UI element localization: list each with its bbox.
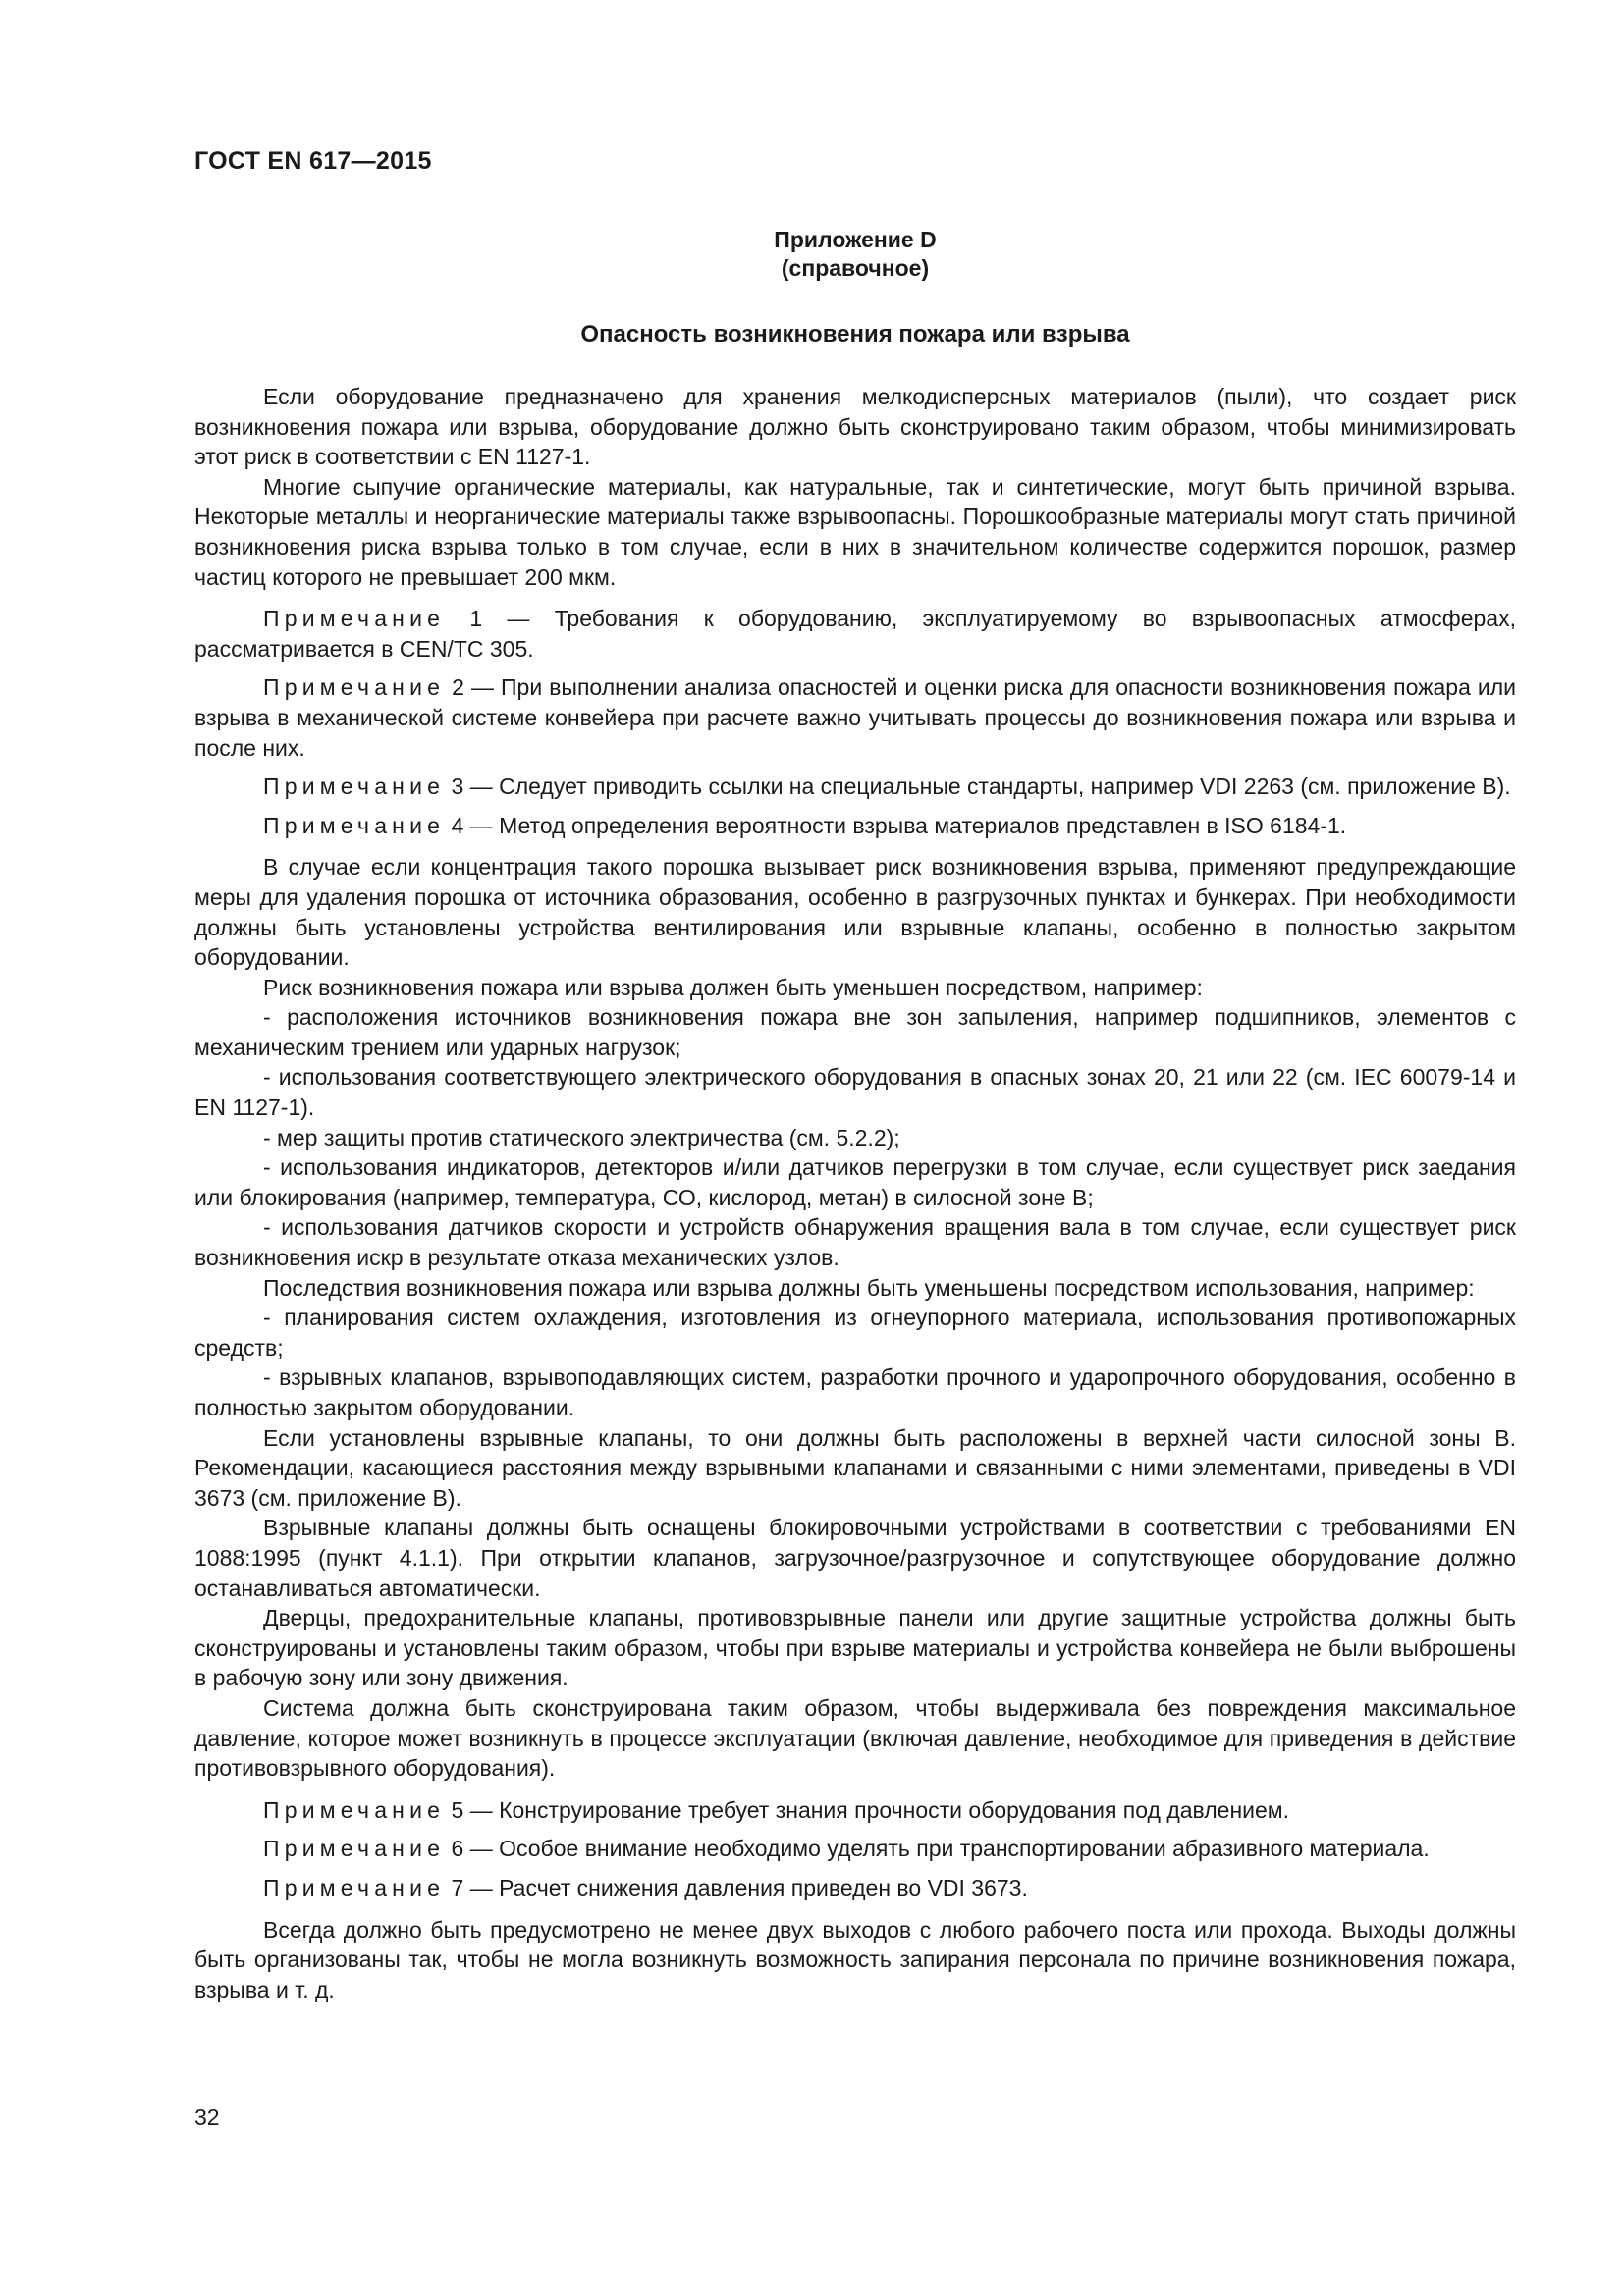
note — [194, 1873, 1516, 1903]
note-label: Примечание — [263, 1874, 446, 1900]
paragraph: В случае если концентрация такого порошка вызывает риск возникновения взрыва, применяют предупреждающие меры для удаления порошка от источника образования, особенно в разгрузочных пунктах и бункерах. При необходимости должны быть установлены устройства вентилирования или взрывные клапаны, особенно в полностью закрытом оборудовании. — [194, 854, 1516, 971]
note-label: Примечание — [263, 1796, 446, 1823]
section-title: Опасность возникновения пожара или взрыва — [580, 321, 1130, 347]
note — [194, 811, 1516, 841]
list-item: - использования соответствующего электрического оборудования в опасных зонах 20, 21 или 22 (см. IEC 60079-14 и EN 1127-1). — [194, 1064, 1516, 1121]
note — [194, 672, 1516, 763]
list-item: - взрывных клапанов, взрывоподавляющих систем, разработки прочного и ударопрочного оборудования, особенно в полностью закрытом оборудовании. — [194, 1364, 1516, 1420]
note-label: Примечание — [263, 674, 446, 701]
note-text: 2 — При выполнении анализа опасностей и оценки риска для опасности возникновения пожара или взрыва в механической системе конвейера при расчете важно учитывать процессы до возникновения пожара или взрыва и после них. — [194, 674, 1516, 761]
list-item: - использования индикаторов, детекторов и/или датчиков перегрузки в том случае, если существует риск заедания или блокирования (например, температура, СО, кислород, метан) в силосной зоне В; — [194, 1154, 1516, 1210]
note-text: 3 — Следует приводить ссылки на специальные стандарты, например VDI 2263 (см. приложение В). — [451, 774, 1511, 800]
note — [194, 1795, 1516, 1826]
paragraph: Многие сыпучие органические материалы, как натуральные, так и синтетические, могут быть причиной взрыва. Некоторые металлы и неорганические материалы также взрывоопасны. Порошкообразные материалы могут стать причиной возникновения риска взрыва только в том случае, если в них в значительном количестве содержится порошок, размер частиц которого не превышает 200 мкм. — [194, 473, 1516, 590]
annex-type: (справочное) — [781, 255, 930, 281]
note-label: Примечание — [263, 606, 446, 632]
paragraph: Риск возникновения пожара или взрыва должен быть уменьшен посредством, например: — [263, 974, 1203, 1000]
note-text: 5 — Конструирование требует знания прочности оборудования под давлением. — [451, 1796, 1290, 1823]
note-text: 4 — Метод определения вероятности взрыва материалов представлен в ISO 6184-1. — [451, 812, 1347, 838]
annex-title: Приложение D — [774, 227, 937, 252]
note-text: 1 — Требования к оборудованию, эксплуатируемому во взрывоопасных атмосферах, рассматривается в CEN/TC 305. — [194, 606, 1516, 662]
page-number: 32 — [194, 2105, 220, 2130]
document-code: ГОСТ EN 617—2015 — [194, 147, 432, 175]
list-item: - расположения источников возникновения пожара вне зон запыления, например подшипников, элементов с механическим трением или ударных нагрузок; — [194, 1004, 1516, 1060]
note-text: 6 — Особое внимание необходимо уделять при транспортировании абразивного материала. — [451, 1836, 1430, 1862]
paragraph: Система должна быть сконструирована таким образом, чтобы выдерживала без повреждения максимальное давление, которое может возникнуть в процессе эксплуатации (включая давление, необходимое для приведения в действие противовзрывного оборудования). — [194, 1694, 1516, 1782]
note-text: 7 — Расчет снижения давления приведен во VDI 3673. — [451, 1874, 1028, 1900]
note — [194, 604, 1516, 664]
paragraph: Если оборудование предназначено для хранения мелкодисперсных материалов (пыли), что создает риск возникновения пожара или взрыва, оборудование должно быть сконструировано таким образом, чтобы минимизировать этот риск в соответствии с EN 1127-1. — [194, 384, 1516, 470]
note — [194, 772, 1516, 802]
note-label: Примечание — [263, 1836, 446, 1862]
paragraph: Всегда должно быть предусмотрено не менее двух выходов с любого рабочего поста или прохода. Выходы должны быть организованы так, чтобы не могла возникнуть возможность запирания персонала по причине возникновения пожара, взрыва и т. д. — [194, 1916, 1516, 2002]
note-label: Примечание — [263, 774, 446, 800]
note-label: Примечание — [263, 812, 446, 838]
list-item: - мер защиты против статического электричества (см. 5.2.2); — [263, 1124, 900, 1150]
annex-heading — [194, 226, 1516, 283]
note — [194, 1834, 1516, 1864]
list-item: - планирования систем охлаждения, изготовления из огнеупорного материала, использования противопожарных средств; — [194, 1305, 1516, 1361]
paragraph: Взрывные клапаны должны быть оснащены блокировочными устройствами в соответствии с требованиями EN 1088:1995 (пункт 4.1.1). При открытии клапанов, загрузочное/разгрузочное и сопутствующее оборудование должно останавливаться автоматически. — [194, 1515, 1516, 1601]
paragraph: Если установлены взрывные клапаны, то они должны быть расположены в верхней части силосной зоны В. Рекомендации, касающиеся расстояния между взрывными клапанами и связанными с ними элементами, приведены в VDI 3673 (см. приложение В). — [194, 1424, 1516, 1511]
paragraph: Последствия возникновения пожара или взрыва должны быть уменьшены посредством использования, например: — [263, 1274, 1475, 1301]
document-body — [194, 382, 1516, 2004]
paragraph: Дверцы, предохранительные клапаны, противовзрывные панели или другие защитные устройства должны быть сконструированы и установлены таким образом, чтобы при взрыве материалы и устройства конвейера не были выброшены в рабочую зону или зону движения. — [194, 1605, 1516, 1691]
list-item: - использования датчиков скорости и устройств обнаружения вращения вала в том случае, если существует риск возникновения искр в результате отказа механических узлов. — [194, 1214, 1516, 1271]
